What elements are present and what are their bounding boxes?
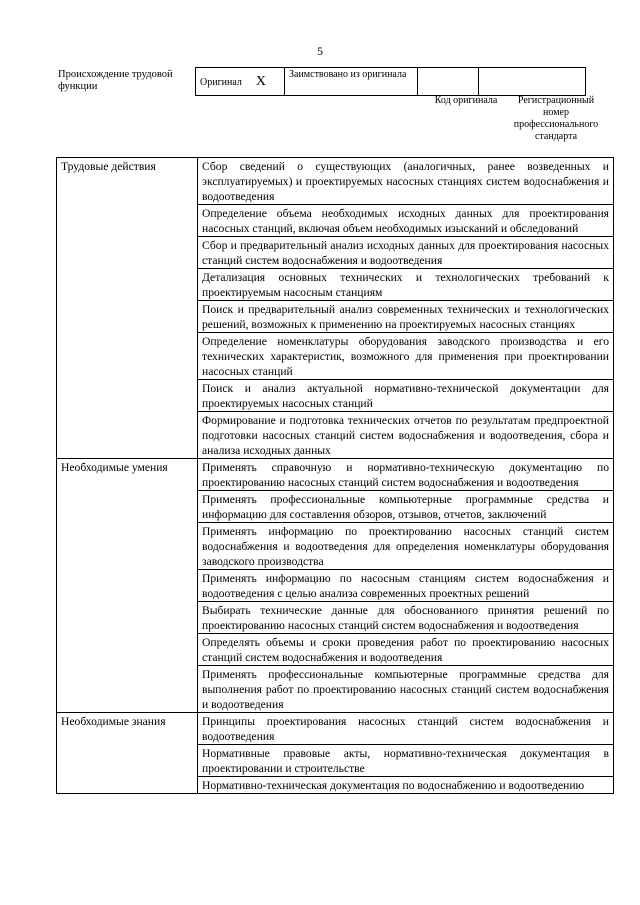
item-text: Сбор сведений о существующих (аналогичных, ранее возведенных и эксплуатируемых) и проектируемых насосных станциях систем водоснабжения и водоотведения (198, 158, 614, 205)
original-label: Оригинал (200, 76, 242, 88)
code-caption: Код оригинала (434, 95, 498, 106)
original-mark: X (255, 73, 267, 89)
code-cell (418, 68, 479, 96)
category-label: Трудовые действия (57, 158, 198, 459)
item-text: Нормативно-техническая документация по водоснабжению и водоотведению (198, 777, 614, 794)
item-text: Принципы проектирования насосных станций систем водоснабжения и водоотведения (198, 713, 614, 745)
category-label: Необходимые умения (57, 459, 198, 713)
item-text: Формирование и подготовка технических отчетов по результатам предпроектной подготовки насосных станций систем водоснабжения и водоотведения, сбора и анализа исходных данных (198, 412, 614, 459)
item-text: Детализация основных технических и технологических требований к проектируемым насосным станциям (198, 269, 614, 301)
item-text: Определение номенклатуры оборудования заводского производства и его технических характеристик, возможного для применения при проектировании насосных станций (198, 333, 614, 380)
item-text: Определение объема необходимых исходных данных для проектирования насосных станций, включая объем необходимых изысканий и обследований (198, 205, 614, 237)
page-number: 5 (317, 44, 323, 58)
origin-table (195, 67, 586, 96)
functions-table (56, 157, 614, 794)
category-label: Необходимые знания (57, 713, 198, 794)
item-text: Выбирать технические данные для обоснованного принятия решений по проектированию насосных станций систем водоснабжения и водоотведения (198, 602, 614, 634)
origin-label: Происхождение трудовой функции (58, 69, 173, 92)
item-text: Поиск и предварительный анализ современных технических и технологических решений, возможных к применению на проектируемых насосных станциях (198, 301, 614, 333)
reg-number-cell (479, 68, 586, 96)
table-row (57, 459, 614, 491)
reg-caption: Регистрационный номер профессионального стандарта (513, 95, 599, 142)
item-text: Применять справочную и нормативно-техническую документацию по проектированию насосных станций систем водоснабжения и водоотведения (198, 459, 614, 491)
item-text: Применять профессиональные компьютерные программные средства и информацию для составления обзоров, отзывов, отчетов, заключений (198, 491, 614, 523)
item-text: Определять объемы и сроки проведения работ по проектированию насосных станций систем водоснабжения и водоотведения (198, 634, 614, 666)
item-text: Нормативные правовые акты, нормативно-техническая документация в проектировании и строительстве (198, 745, 614, 777)
item-text: Применять информацию по насосным станциям систем водоснабжения и водоотведения с целью анализа современных проектных решений (198, 570, 614, 602)
original-cell (196, 68, 285, 96)
borrowed-label: Заимствовано из оригинала (285, 68, 418, 96)
table-row (57, 713, 614, 745)
item-text: Применять профессиональные компьютерные программные средства для выполнения работ по проектированию насосных станций систем водоснабжения и водоотведения (198, 666, 614, 713)
item-text: Поиск и анализ актуальной нормативно-технической документации для проектируемых насосных станций (198, 380, 614, 412)
item-text: Сбор и предварительный анализ исходных данных для проектирования насосных станций систем водоснабжения и водоотведения (198, 237, 614, 269)
table-row (57, 158, 614, 205)
item-text: Применять информацию по проектированию насосных станций систем водоснабжения и водоотведения для определения номенклатуры оборудования заводского производства (198, 523, 614, 570)
